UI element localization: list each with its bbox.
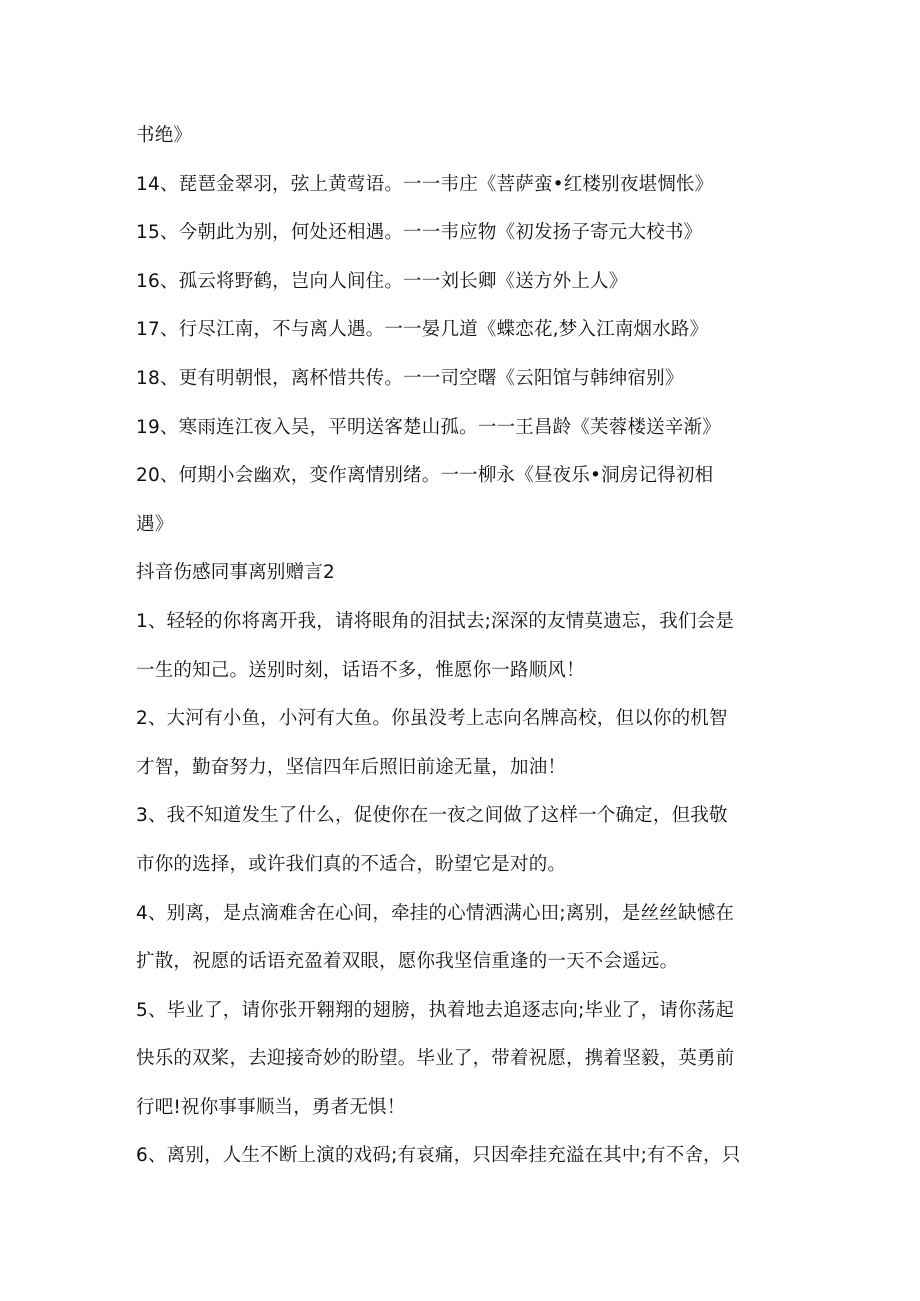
text-line-item-17: 17、行尽江南，不与离人遇。一一晏几道《蝶恋花,梦入江南烟水路》	[136, 319, 709, 341]
text-line-entry-4: 4、别离，是点滴难舍在心间，牵挂的心情洒满心田;离别，是丝丝缺憾在	[136, 902, 735, 924]
text-line-poem-title-end: 书绝》	[136, 125, 193, 146]
document-body	[136, 112, 786, 1181]
text-line-entry-6: 6、离别，人生不断上演的戏码;有哀痛，只因牵挂充溢在其中;有不舍，只	[136, 1145, 741, 1167]
text-line-item-20: 20、何期小会幽欢，变作离情别绪。一一柳永《昼夜乐•洞房记得初相	[136, 465, 714, 487]
text-line-item-20-cont: 遇》	[136, 513, 174, 535]
text-line-entry-3-cont: 市你的选择，或许我们真的不适合，盼望它是对的。	[136, 853, 567, 875]
text-line-entry-2-cont: 才智，勤奋努力，坚信四年后照旧前途无量，加油！	[136, 756, 567, 778]
text-line-item-16: 16、孤云将野鹤，岂向人间住。一一刘长卿《送方外上人》	[136, 270, 628, 292]
text-line-entry-5-cont-2: 行吧!祝你事事顺当，勇者无惧！	[136, 1096, 406, 1118]
section-heading: 抖音伤感同事离别赠言2	[136, 562, 335, 584]
text-line-entry-5: 5、毕业了，请你张开翱翔的翅膀，执着地去追逐志向;毕业了，请你荡起	[136, 999, 735, 1021]
text-line-item-18: 18、更有明朝恨，离杯惜共传。一一司空曙《云阳馆与韩绅宿别》	[136, 367, 684, 389]
text-line-item-15: 15、今朝此为别，何处还相遇。一一韦应物《初发扬子寄元大校书》	[136, 222, 703, 244]
text-line-entry-1: 1、轻轻的你将离开我，请将眼角的泪拭去;深深的友情莫遗忘，我们会是	[136, 610, 735, 632]
text-line-entry-4-cont: 扩散，祝愿的话语充盈着双眼，愿你我坚信重逢的一天不会遥远。	[136, 951, 679, 973]
text-line-entry-1-cont: 一生的知己。送别时刻，话语不多，惟愿你一路顺风！	[136, 659, 585, 681]
text-line-item-14: 14、琵琶金翠羽，弦上黄莺语。一一韦庄《菩萨蛮•红楼别夜堪惆怅》	[136, 173, 714, 195]
text-line-entry-2: 2、大河有小鱼，小河有大鱼。你虽没考上志向名牌高校，但以你的机智	[136, 708, 728, 730]
text-line-item-19: 19、寒雨连江夜入吴，平明送客楚山孤。一一王昌龄《芙蓉楼送辛渐》	[136, 416, 721, 438]
text-line-entry-3: 3、我不知道发生了什么，促使你在一夜之间做了这样一个确定，但我敬	[136, 805, 728, 827]
text-line-entry-5-cont: 快乐的双桨，去迎接奇妙的盼望。毕业了，带着祝愿，携着坚毅，英勇前	[136, 1048, 735, 1070]
